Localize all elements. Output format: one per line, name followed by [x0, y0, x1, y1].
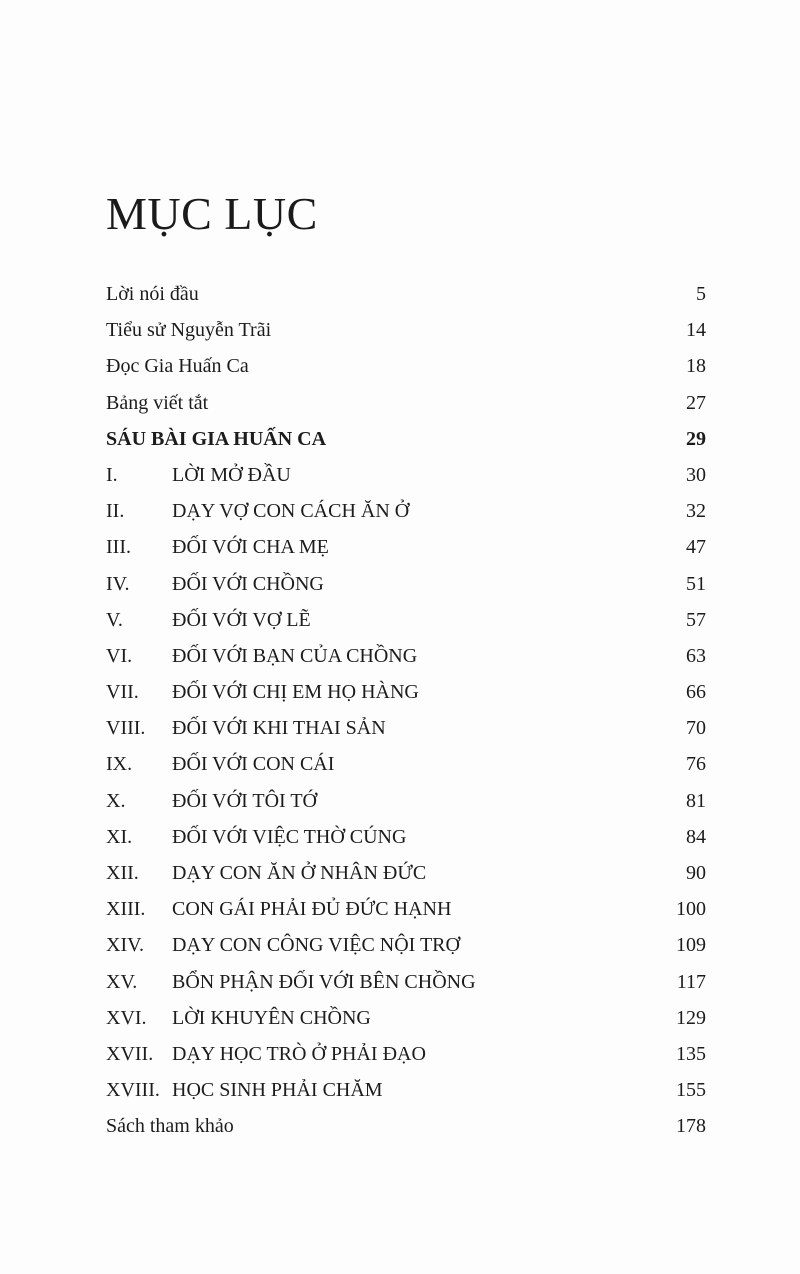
toc-entry-label: Đọc Gia Huấn Ca [106, 355, 249, 378]
toc-entry [106, 276, 706, 312]
toc-chapter-entry [106, 819, 706, 855]
toc-entry-label: SÁU BÀI GIA HUẤN CA [106, 427, 327, 450]
chapter-number: XVIII. [106, 1079, 160, 1102]
toc-entry-page: 14 [686, 319, 706, 342]
toc-entry-page: 5 [696, 283, 706, 305]
toc-chapter-entry [106, 1036, 706, 1072]
toc-entry-label: DẠY VỢ CON CÁCH ĂN Ở [172, 500, 410, 523]
toc-chapter-entry [106, 783, 706, 819]
toc-chapter-entry [106, 710, 706, 746]
toc-entry-page: 84 [686, 825, 706, 848]
toc-entry [106, 385, 706, 421]
chapter-number: II. [106, 500, 125, 523]
toc-chapter-entry [106, 1000, 706, 1036]
toc-entry-label: DẠY HỌC TRÒ Ở PHẢI ĐẠO [172, 1042, 426, 1065]
chapter-number: I. [106, 463, 118, 486]
chapter-number: X. [106, 789, 126, 812]
toc-entry-label: ĐỐI VỚI VIỆC THỜ CÚNG [172, 825, 407, 848]
chapter-number: XV. [106, 970, 138, 993]
toc-entry-label: Bảng viết tắt [106, 391, 209, 414]
toc-entry-page: 27 [686, 391, 706, 414]
toc-chapter-entry [106, 927, 706, 963]
chapter-number: XI. [106, 825, 133, 848]
toc-entry-page: 178 [676, 1115, 706, 1138]
toc-entry-label: CON GÁI PHẢI ĐỦ ĐỨC HẠNH [172, 898, 452, 921]
toc-entry-page: 30 [686, 463, 706, 486]
chapter-number: VII. [106, 681, 139, 704]
toc-entry [106, 312, 706, 348]
toc-section-heading [106, 421, 706, 457]
chapter-number: XIII. [106, 898, 146, 921]
toc-entry-label: ĐỐI VỚI KHI THAI SẢN [172, 717, 386, 740]
toc-entry-label: LỜI MỞ ĐẦU [172, 463, 291, 486]
chapter-number: V. [106, 608, 123, 631]
chapter-number: IV. [106, 572, 130, 595]
toc-chapter-entry [106, 891, 706, 927]
toc-entry-label: ĐỐI VỚI CHA MẸ [172, 536, 329, 559]
toc-entry-page: 47 [686, 536, 706, 559]
toc-entry-label: BỔN PHẬN ĐỐI VỚI BÊN CHỒNG [172, 970, 476, 993]
chapter-number: XVII. [106, 1042, 154, 1065]
toc-entry-page: 129 [676, 1006, 706, 1029]
toc-entry [106, 1108, 706, 1144]
chapter-number: VIII. [106, 717, 146, 740]
chapter-number: XIV. [106, 934, 144, 957]
toc-entry-label: ĐỐI VỚI CHỒNG [172, 572, 324, 595]
toc-entry-page: 29 [686, 427, 706, 450]
toc-entry-page: 81 [686, 789, 706, 812]
toc-entry-label: LỜI KHUYÊN CHỒNG [172, 1006, 371, 1029]
toc-entry-page: 76 [686, 753, 706, 776]
toc-entry-page: 100 [676, 898, 706, 921]
toc-entry-label: ĐỐI VỚI BẠN CỦA CHỒNG [172, 644, 418, 667]
toc-entry-label: ĐỐI VỚI CHỊ EM HỌ HÀNG [172, 681, 419, 704]
toc-entry-label: DẠY CON CÔNG VIỆC NỘI TRỢ [172, 934, 460, 957]
toc-entry-label: Tiểu sử Nguyễn Trãi [106, 319, 272, 342]
toc-chapter-entry [106, 493, 706, 529]
toc-entry-page: 18 [686, 355, 706, 378]
chapter-number: VI. [106, 644, 133, 667]
toc-entry-page: 63 [686, 644, 706, 667]
toc-chapter-entry [106, 746, 706, 782]
page-title: MỤC LỤC [106, 188, 318, 239]
toc-chapter-entry [106, 674, 706, 710]
toc-chapter-entry [106, 529, 706, 565]
toc-entry-page: 32 [686, 500, 706, 523]
toc-chapter-entry [106, 457, 706, 493]
toc-entry [106, 348, 706, 384]
toc-chapter-entry [106, 855, 706, 891]
toc-entry-label: ĐỐI VỚI TÔI TỚ [172, 789, 317, 812]
toc-entry-page: 51 [686, 572, 706, 595]
toc-entry-page: 57 [686, 608, 706, 631]
chapter-number: XII. [106, 862, 139, 884]
toc-chapter-entry [106, 638, 706, 674]
toc-entry-page: 66 [686, 681, 706, 704]
toc-entry-page: 135 [676, 1042, 706, 1065]
toc-entry-page: 155 [676, 1079, 706, 1102]
toc-chapter-entry [106, 1072, 706, 1108]
toc-entry-label: HỌC SINH PHẢI CHĂM [172, 1079, 383, 1102]
toc-entry-label: ĐỐI VỚI CON CÁI [172, 753, 335, 776]
toc-entry-page: 90 [686, 862, 706, 884]
table-of-contents [106, 276, 706, 1145]
toc-entry-page: 70 [686, 717, 706, 740]
toc-chapter-entry [106, 964, 706, 1000]
toc-entry-label: ĐỐI VỚI VỢ LẼ [172, 608, 311, 631]
toc-chapter-entry [106, 566, 706, 602]
chapter-number: XVI. [106, 1006, 147, 1029]
toc-entry-page: 117 [676, 970, 706, 993]
toc-entry-label: Sách tham khảo [106, 1115, 234, 1138]
toc-entry-label: DẠY CON ĂN Ở NHÂN ĐỨC [172, 862, 427, 884]
toc-entry-page: 109 [676, 934, 706, 957]
chapter-number: III. [106, 536, 131, 559]
chapter-number: IX. [106, 753, 133, 776]
toc-entry-label: Lời nói đầu [106, 283, 199, 305]
toc-chapter-entry [106, 602, 706, 638]
